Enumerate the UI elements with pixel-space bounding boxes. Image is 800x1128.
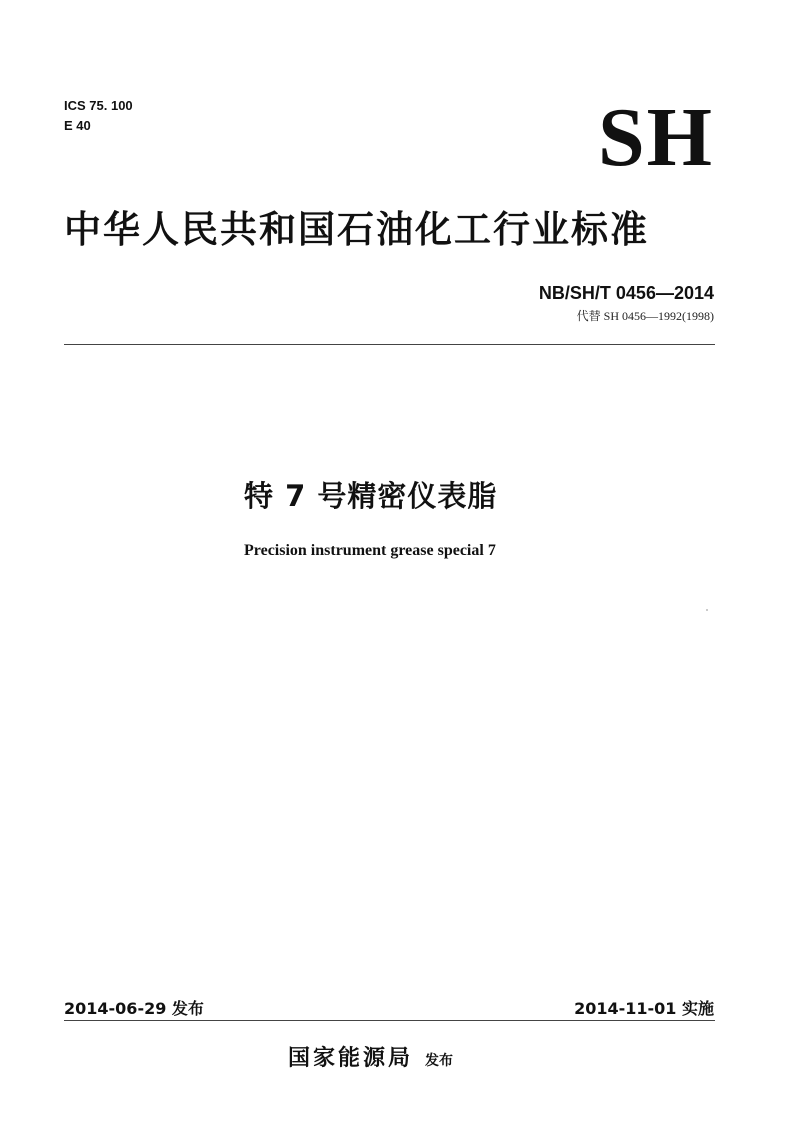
issue-date: 2014-06-29 发布 bbox=[64, 999, 204, 1018]
ccs-code: E 40 bbox=[64, 118, 91, 133]
publisher-action: 发布 bbox=[425, 1053, 454, 1069]
standard-category-title: 中华人民共和国石油化工行业标准 bbox=[64, 208, 649, 251]
footer-divider bbox=[64, 1020, 715, 1021]
classification-codes bbox=[64, 96, 133, 136]
publisher-organization: 国家能源局 bbox=[288, 1046, 414, 1071]
standard-number: NB/SH/T 0456—2014 bbox=[538, 283, 714, 303]
header-divider bbox=[64, 344, 715, 345]
publisher bbox=[288, 1044, 453, 1076]
ics-code: ICS 75. 100 bbox=[64, 98, 133, 113]
document-title-chinese: 特 7 号精密仪表脂 bbox=[244, 479, 498, 513]
scan-speck bbox=[706, 609, 708, 611]
replaced-standard: 代替 SH 0456—1992(1998) bbox=[576, 309, 714, 323]
sector-mark: SH bbox=[597, 91, 714, 184]
document-title-english: Precision instrument grease special 7 bbox=[244, 542, 496, 559]
implementation-date: 2014-11-01 实施 bbox=[574, 999, 714, 1018]
